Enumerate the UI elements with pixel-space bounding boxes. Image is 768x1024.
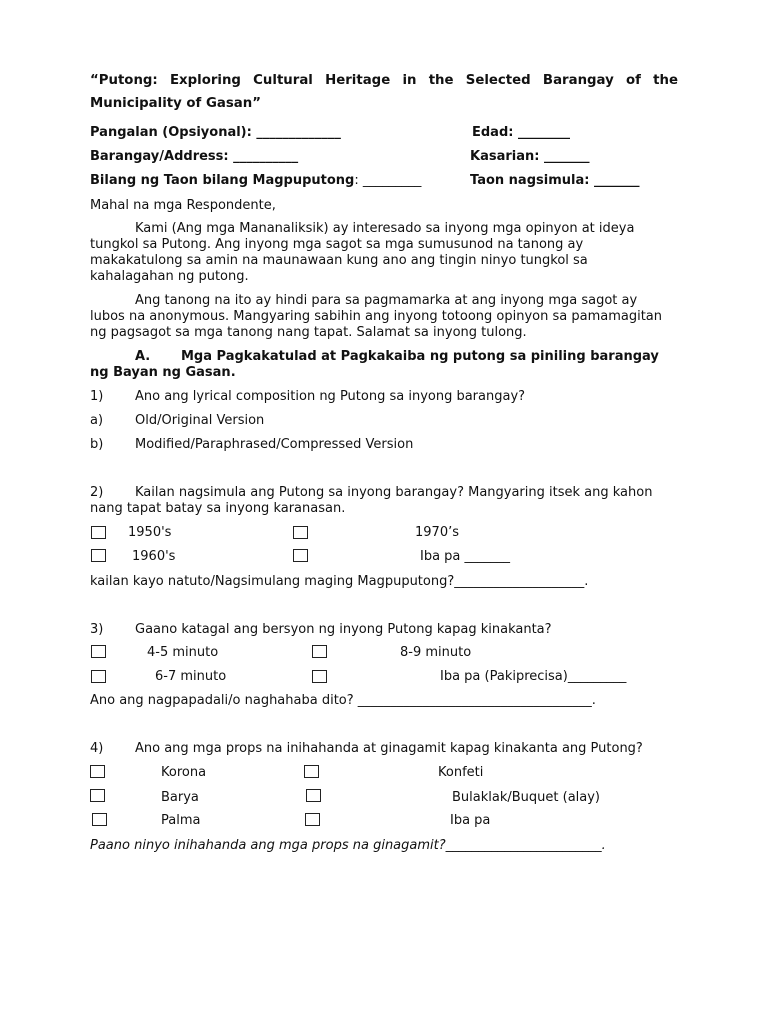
q3-checkbox-8-9[interactable] [312,645,327,658]
intro-p2-line2: lubos na anonymous. Mangyaring sabihin ang inyong totoong opinyon sa pamamagitan [90,309,663,324]
q1-option-b-label: b) [90,437,104,452]
survey-title-line-2: Municipality of Gasan” [90,96,261,111]
q4-option-bulaklak: Bulaklak/Buquet (alay) [452,790,601,805]
q2-number: 2) [90,485,104,500]
section-a-title-line1: Mga Pagkakatulad at Pagkakaiba ng putong sa piniling barangay [181,349,659,364]
q2-text-line2: nang tapat batay sa inyong karanasan. [90,501,346,516]
intro-p1-line3: makakatulong sa amin na maunawaan kung ano ang tingin ninyo tungkol sa [90,253,588,268]
q4-checkbox-korona[interactable] [90,765,105,778]
taon-field[interactable]: Taon nagsimula: _______ [470,173,640,188]
q4-checkbox-iba-pa[interactable] [305,813,320,826]
q2-option-iba-pa[interactable]: Iba pa _______ [420,549,511,564]
bilang-field[interactable] [90,172,421,189]
q4-follow-up[interactable]: Paano ninyo inihahanda ang mga props na ginagamit?________________________. [90,838,606,853]
section-a-letter: A. [135,349,151,364]
q3-number: 3) [90,622,104,637]
kasarian-field[interactable]: Kasarian: _______ [470,149,590,164]
q2-checkbox-1960s[interactable] [91,549,106,562]
q3-text: Gaano katagal ang bersyon ng inyong Putong kapag kinakanta? [135,622,552,637]
q1-option-b[interactable]: Modified/Paraphrased/Compressed Version [135,437,414,452]
q4-option-barya: Barya [161,790,199,805]
q2-follow-up[interactable]: kailan kayo natuto/Nagsimulang maging Magpuputong?____________________. [90,574,589,589]
q1-text: Ano ang lyrical composition ng Putong sa inyong barangay? [135,389,526,404]
q3-follow-up[interactable]: Ano ang nagpapadali/o naghahaba dito? ____________________________________. [90,693,596,708]
q3-option-iba-pa[interactable]: Iba pa (Pakiprecisa)_________ [440,669,627,684]
q2-checkbox-1970s[interactable] [293,526,308,539]
q3-option-4-5: 4-5 minuto [147,645,219,660]
q1-option-a-label: a) [90,413,104,428]
q4-option-iba-pa: Iba pa [450,813,491,828]
bilang-label: Bilang ng Taon bilang Magpuputong [90,173,355,188]
survey-title-line-1: “Putong: Exploring Cultural Heritage in the Selected Barangay of the [90,73,678,88]
bilang-blank: : _________ [354,173,422,188]
q3-option-8-9: 8-9 minuto [400,645,472,660]
q2-checkbox-iba-pa[interactable] [293,549,308,562]
q2-option-1950s: 1950's [128,525,172,540]
intro-p1-line1: Kami (Ang mga Mananaliksik) ay interesado sa inyong mga opinyon at ideya [135,221,635,236]
q3-checkbox-4-5[interactable] [91,645,106,658]
q3-checkbox-iba-pa[interactable] [312,670,327,683]
q2-text-line1: Kailan nagsimula ang Putong sa inyong barangay? Mangyaring itsek ang kahon [135,485,653,500]
q3-option-6-7: 6-7 minuto [155,669,227,684]
q4-checkbox-barya[interactable] [90,789,105,802]
q3-checkbox-6-7[interactable] [91,670,106,683]
q2-option-1970s: 1970’s [415,525,459,540]
q4-option-konfeti: Konfeti [438,765,484,780]
q4-checkbox-bulaklak[interactable] [306,789,321,802]
q1-number: 1) [90,389,104,404]
intro-p2-line1: Ang tanong na ito ay hindi para sa pagmamarka at ang inyong mga sagot ay [135,293,638,308]
intro-p1-line2: tungkol sa Putong. Ang inyong mga sagot sa mga sumusunod na tanong ay [90,237,584,252]
section-a-title-line2: ng Bayan ng Gasan. [90,365,236,380]
q4-option-korona: Korona [161,765,207,780]
q4-checkbox-konfeti[interactable] [304,765,319,778]
intro-p1-line4: kahalagahan ng putong. [90,269,249,284]
q2-checkbox-1950s[interactable] [91,526,106,539]
q4-checkbox-palma[interactable] [92,813,107,826]
barangay-field[interactable]: Barangay/Address: __________ [90,149,299,164]
q4-text: Ano ang mga props na inihahanda at ginagamit kapag kinakanta ang Putong? [135,741,643,756]
q1-option-a[interactable]: Old/Original Version [135,413,265,428]
q4-option-palma: Palma [161,813,201,828]
pangalan-field[interactable]: Pangalan (Opsiyonal): _____________ [90,125,341,140]
q2-option-1960s: 1960's [132,549,176,564]
edad-field[interactable]: Edad: ________ [472,125,570,140]
greeting: Mahal na mga Respondente, [90,198,276,213]
intro-p2-line3: ng pagsagot sa mga tanong nang tapat. Salamat sa inyong tulong. [90,325,527,340]
q4-number: 4) [90,741,104,756]
